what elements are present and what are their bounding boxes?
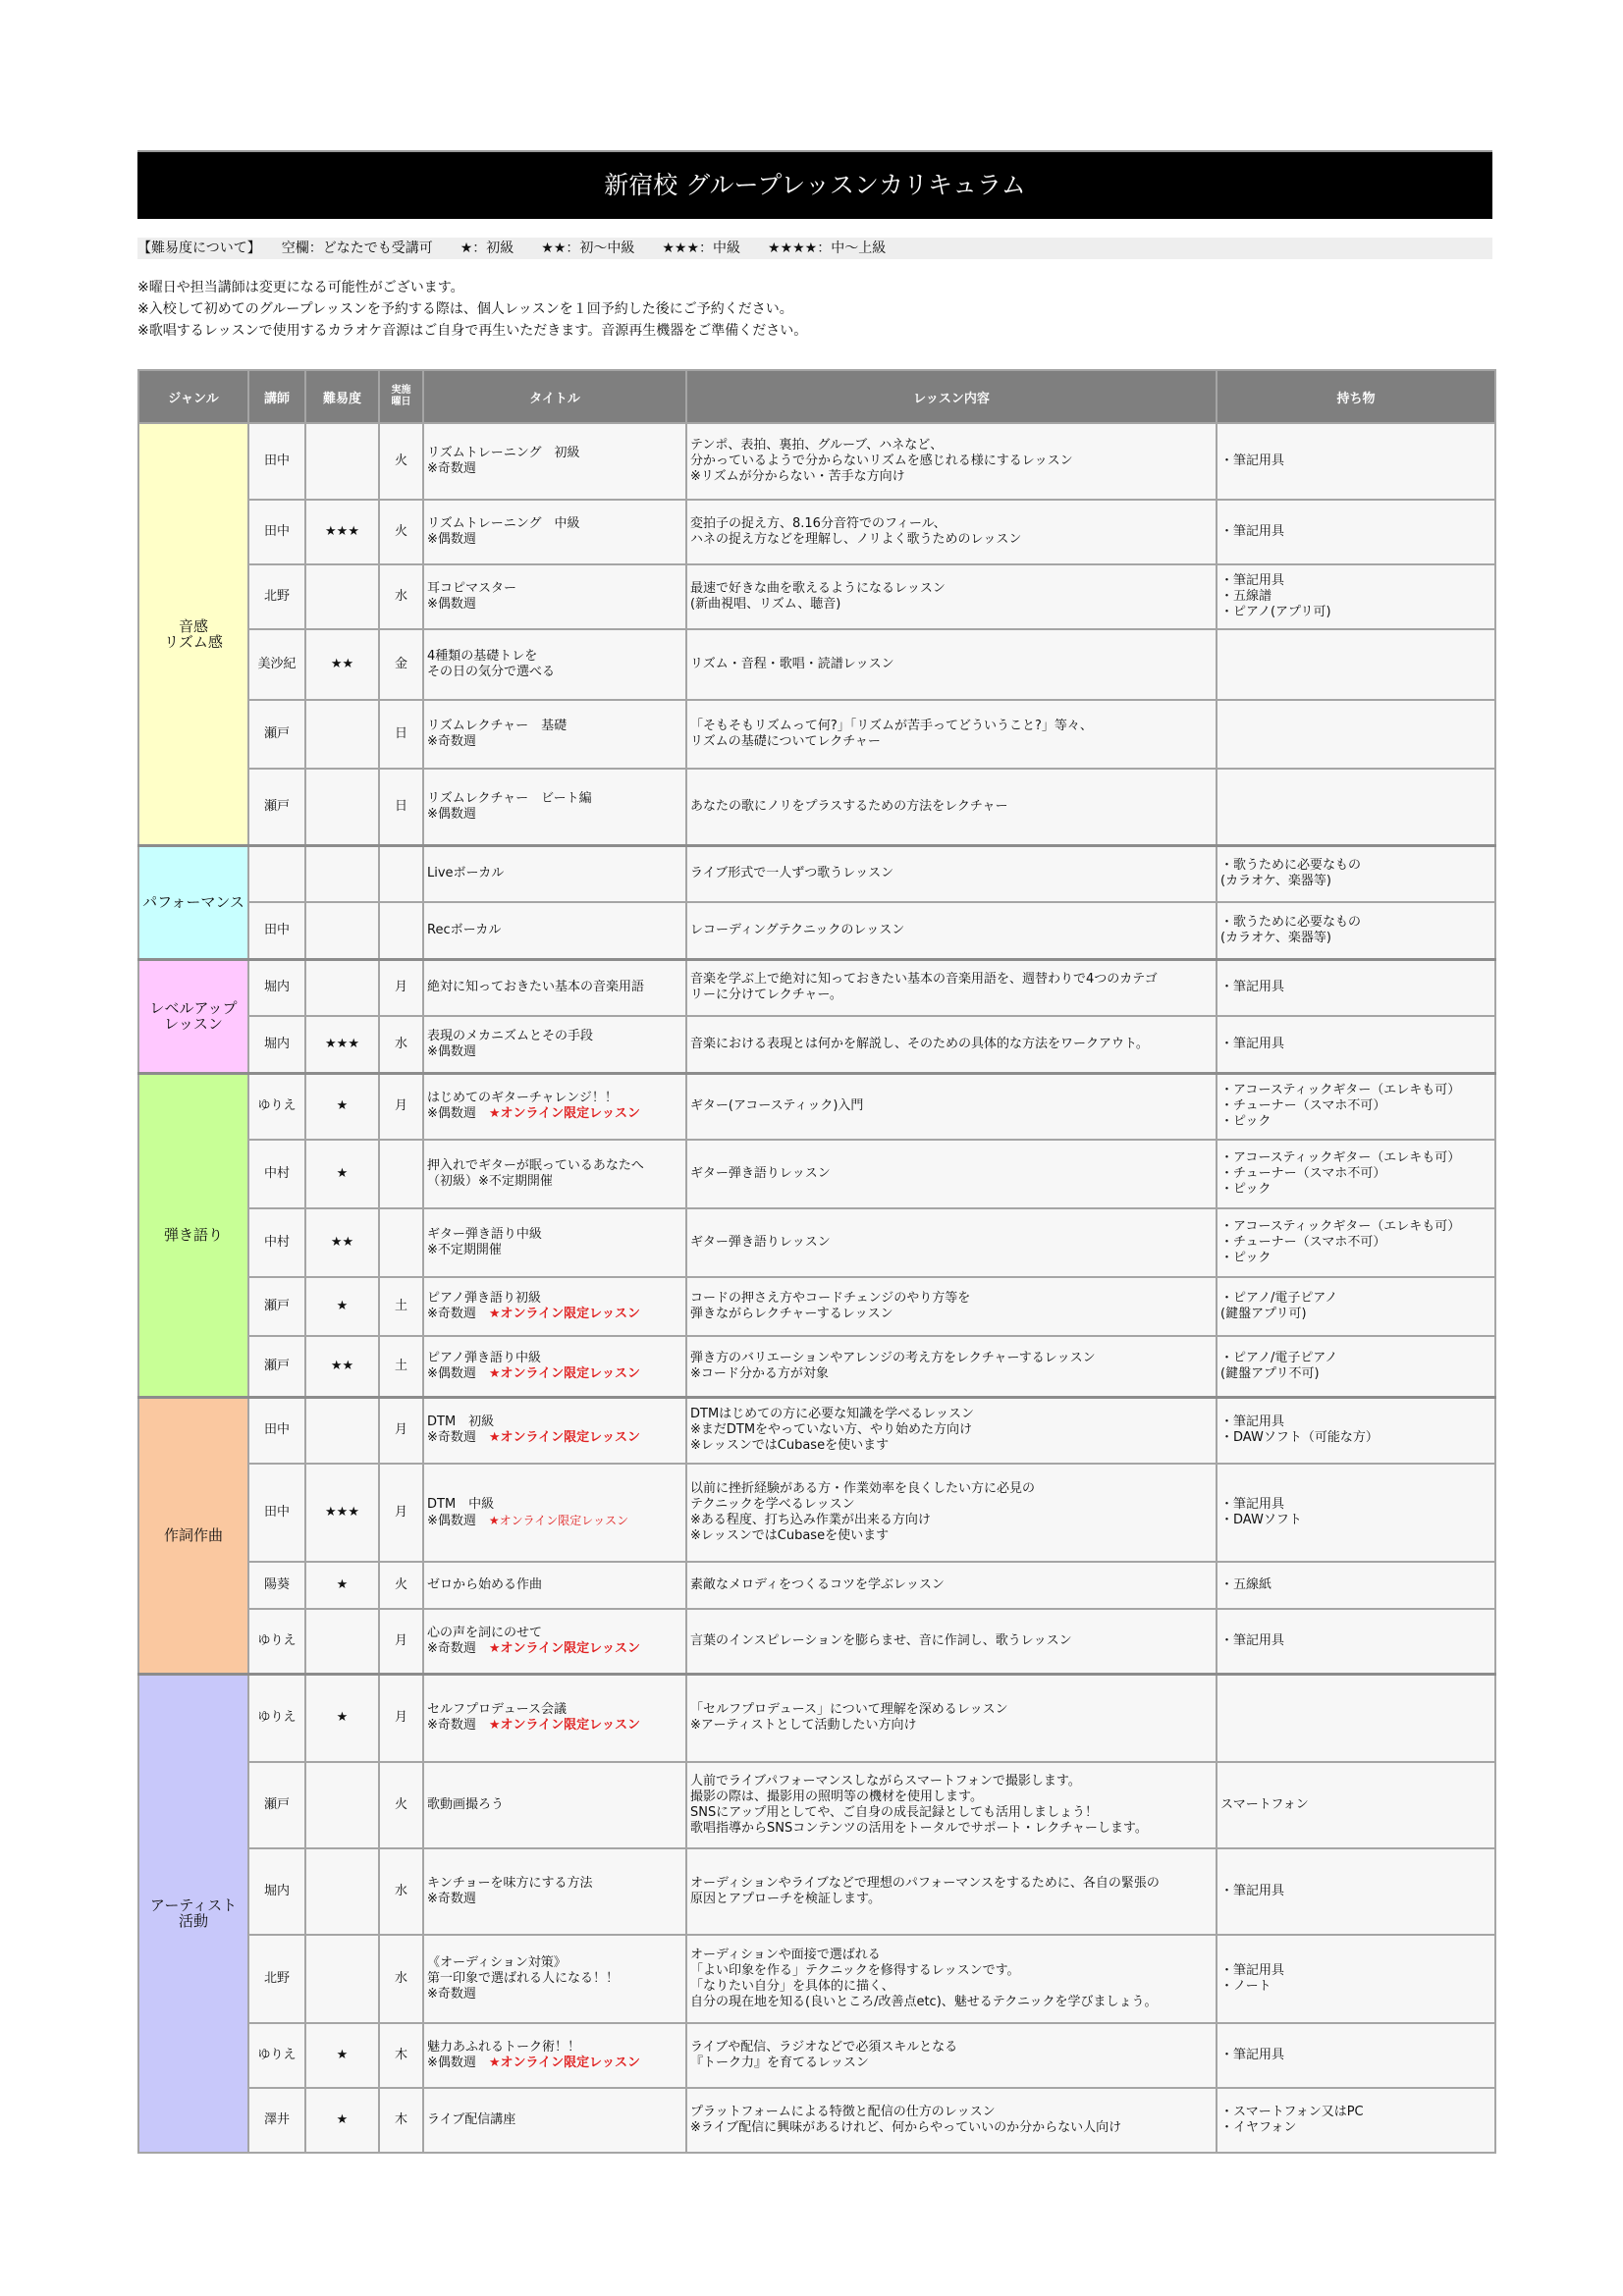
day-cell: 月	[379, 1073, 423, 1140]
day-cell: 土	[379, 1336, 423, 1397]
day-cell: 月	[379, 959, 423, 1016]
teacher-cell: 田中	[248, 423, 305, 500]
teacher-cell: 田中	[248, 902, 305, 959]
table-row	[138, 1016, 1495, 1073]
title-cell	[423, 1464, 686, 1562]
items-cell	[1217, 700, 1495, 769]
difficulty-cell	[305, 845, 379, 902]
title-text: 魅力あふれるトーク術！！ ※偶数週	[427, 2040, 581, 2070]
day-cell	[379, 1208, 423, 1277]
items-cell: ・アコースティックギター（エレキも可） ・チューナー（スマホ不可） ・ピック	[1217, 1208, 1495, 1277]
header-genre: ジャンル	[138, 370, 248, 423]
items-cell	[1217, 769, 1495, 845]
difficulty-legend: 【難易度について】 空欄：どなたでも受講可 ★：初級 ★★：初～中級 ★★★：中級 ★★★★：中～上級	[137, 238, 1492, 259]
table-header-row	[138, 370, 1495, 423]
difficulty-cell	[305, 700, 379, 769]
title-text: 心の声を詞にのせて ※奇数週	[427, 1625, 543, 1656]
header-content: レッスン内容	[686, 370, 1217, 423]
difficulty-cell	[305, 1609, 379, 1674]
content-cell: 以前に挫折経験がある方・作業効率を良くしたい方に必見の テクニックを学べるレッスン ※ある程度、打ち込み作業が出来る方向け ※レッスンではCubaseを使います	[686, 1464, 1217, 1562]
items-cell: ・筆記用具	[1217, 1016, 1495, 1073]
online-only-badge: ★オンライン限定レッスン	[488, 1718, 641, 1734]
curriculum-table	[137, 369, 1496, 2154]
genre-cell: 弾き語り	[138, 1073, 248, 1397]
title-cell	[423, 1674, 686, 1762]
difficulty-cell: ★★	[305, 1336, 379, 1397]
day-cell: 月	[379, 1397, 423, 1464]
table-row	[138, 959, 1495, 1016]
table-row	[138, 769, 1495, 845]
online-only-badge: ★オンライン限定レッスン	[488, 1640, 641, 1656]
title-cell: リズムレクチャー 基礎 ※奇数週	[423, 700, 686, 769]
teacher-cell: 田中	[248, 500, 305, 564]
title-cell: 歌動画撮ろう	[423, 1762, 686, 1848]
day-cell: 月	[379, 1609, 423, 1674]
page-title: 新宿校 グループレッスンカリキュラム	[137, 152, 1492, 219]
teacher-cell: 陽葵	[248, 1562, 305, 1609]
day-cell: 水	[379, 1016, 423, 1073]
note-line: ※歌唱するレッスンで使用するカラオケ音源はご自身で再生いただきます。音源再生機器をご準備ください。	[137, 323, 808, 339]
genre-cell: パフォーマンス	[138, 845, 248, 959]
genre-cell: 音感 リズム感	[138, 423, 248, 845]
items-cell: ・筆記用具	[1217, 959, 1495, 1016]
title-cell: キンチョーを味方にする方法 ※奇数週	[423, 1848, 686, 1935]
teacher-cell: 中村	[248, 1208, 305, 1277]
teacher-cell: 中村	[248, 1140, 305, 1208]
teacher-cell: 瀬戸	[248, 1277, 305, 1336]
items-cell: ・筆記用具 ・DAWソフト	[1217, 1464, 1495, 1562]
title-cell	[423, 2023, 686, 2088]
title-cell	[423, 1277, 686, 1336]
header-title: タイトル	[423, 370, 686, 423]
content-cell: 最速で好きな曲を歌えるようになるレッスン (新曲視唱、リズム、聴音)	[686, 564, 1217, 629]
content-cell: 「そもそもリズムって何?」「リズムが苦手ってどういうこと?」等々、 リズムの基礎についてレクチャー	[686, 700, 1217, 769]
items-cell: ・筆記用具 ・五線譜 ・ピアノ(アプリ可)	[1217, 564, 1495, 629]
difficulty-cell	[305, 1935, 379, 2023]
difficulty-cell	[305, 902, 379, 959]
difficulty-cell: ★★★	[305, 1464, 379, 1562]
content-cell: レコーディングテクニックのレッスン	[686, 902, 1217, 959]
table-row	[138, 1140, 1495, 1208]
content-cell: ギター弾き語りレッスン	[686, 1140, 1217, 1208]
difficulty-cell: ★	[305, 1674, 379, 1762]
day-cell: 土	[379, 1277, 423, 1336]
content-cell: リズム・音程・歌唱・読譜レッスン	[686, 629, 1217, 700]
day-cell: 火	[379, 423, 423, 500]
content-cell: 素敵なメロディをつくるコツを学ぶレッスン	[686, 1562, 1217, 1609]
day-cell: 水	[379, 1935, 423, 2023]
day-cell: 火	[379, 1562, 423, 1609]
online-only-badge: ★オンライン限定レッスン	[488, 2056, 641, 2070]
title-cell: 4種類の基礎トレを その日の気分で選べる	[423, 629, 686, 700]
online-only-badge: ★オンライン限定レッスン	[488, 1365, 641, 1381]
title-cell: リズムトレーニング 初級 ※奇数週	[423, 423, 686, 500]
content-cell: 弾き方のバリエーションやアレンジの考え方をレクチャーするレッスン ※コード分かる方が対象	[686, 1336, 1217, 1397]
day-cell	[379, 1140, 423, 1208]
content-cell: 音楽を学ぶ上で絶対に知っておきたい基本の音楽用語を、週替わりで4つのカテゴ リーに分けてレクチャー。	[686, 959, 1217, 1016]
items-cell: ・筆記用具	[1217, 423, 1495, 500]
difficulty-cell	[305, 1762, 379, 1848]
items-cell: ・筆記用具	[1217, 500, 1495, 564]
items-cell: ・アコースティックギター（エレキも可） ・チューナー（スマホ不可） ・ピック	[1217, 1073, 1495, 1140]
online-only-badge: ★オンライン限定レッスン	[488, 1430, 641, 1446]
title-cell: ライブ配信講座	[423, 2088, 686, 2153]
teacher-cell: ゆりえ	[248, 1674, 305, 1762]
difficulty-cell: ★★★	[305, 500, 379, 564]
content-cell: コードの押さえ方やコードチェンジのやり方等を 弾きながらレクチャーするレッスン	[686, 1277, 1217, 1336]
table-row	[138, 423, 1495, 500]
content-cell: 「セルフプロデュース」について理解を深めるレッスン ※アーティストとして活動したい方向け	[686, 1674, 1217, 1762]
note-line: ※入校して初めてのグループレッスンを予約する際は、個人レッスンを１回予約した後にご予約ください。	[137, 301, 793, 317]
teacher-cell: 瀬戸	[248, 1762, 305, 1848]
title-text: ピアノ弾き語り初級 ※奇数週	[427, 1291, 541, 1321]
teacher-cell: 堀内	[248, 959, 305, 1016]
day-cell: 日	[379, 700, 423, 769]
title-cell: 絶対に知っておきたい基本の音楽用語	[423, 959, 686, 1016]
content-cell: DTMはじめての方に必要な知識を学べるレッスン ※まだDTMをやっていない方、やり始めた方向け ※レッスンではCubaseを使います	[686, 1397, 1217, 1464]
day-cell: 月	[379, 1674, 423, 1762]
difficulty-cell: ★★★	[305, 1016, 379, 1073]
content-cell: テンポ、表拍、裏拍、グルーブ、ハネなど、 分かっているようで分からないリズムを感じれる様にするレッスン ※リズムが分からない・苦手な方向け	[686, 423, 1217, 500]
table-row	[138, 2088, 1495, 2153]
table-row	[138, 1762, 1495, 1848]
content-cell: 音楽における表現とは何かを解説し、そのための具体的な方法をワークアウト。	[686, 1016, 1217, 1073]
difficulty-cell	[305, 1397, 379, 1464]
difficulty-cell	[305, 1848, 379, 1935]
items-cell: ・筆記用具 ・DAWソフト（可能な方）	[1217, 1397, 1495, 1464]
items-cell: ・ピアノ/電子ピアノ (鍵盤アプリ可)	[1217, 1277, 1495, 1336]
items-cell: スマートフォン	[1217, 1762, 1495, 1848]
header-day: 実施 曜日	[379, 370, 423, 423]
difficulty-cell: ★★	[305, 1208, 379, 1277]
table-row	[138, 845, 1495, 902]
title-text: はじめてのギターチャレンジ！！ ※偶数週	[427, 1091, 618, 1122]
items-cell: ・歌うために必要なもの (カラオケ、楽器等)	[1217, 845, 1495, 902]
header-difficulty: 難易度	[305, 370, 379, 423]
difficulty-cell	[305, 564, 379, 629]
online-only-badge: ★オンライン限定レッスン	[488, 1106, 641, 1122]
day-cell: 火	[379, 1762, 423, 1848]
title-cell: ゼロから始める作曲	[423, 1562, 686, 1609]
genre-cell: アーティスト 活動	[138, 1674, 248, 2153]
difficulty-cell: ★	[305, 1073, 379, 1140]
difficulty-cell: ★	[305, 2088, 379, 2153]
title-cell: 表現のメカニズムとその手段 ※偶数週	[423, 1016, 686, 1073]
day-cell: 水	[379, 564, 423, 629]
teacher-cell	[248, 845, 305, 902]
difficulty-cell	[305, 769, 379, 845]
teacher-cell: 堀内	[248, 1016, 305, 1073]
day-cell	[379, 845, 423, 902]
title-cell: リズムレクチャー ビート編 ※偶数週	[423, 769, 686, 845]
title-cell	[423, 1336, 686, 1397]
title-text: DTM 初級 ※奇数週	[427, 1415, 495, 1446]
title-cell: ギター弾き語り中級 ※不定期開催	[423, 1208, 686, 1277]
teacher-cell: 瀬戸	[248, 1336, 305, 1397]
difficulty-cell: ★	[305, 1277, 379, 1336]
items-cell: ・アコースティックギター（エレキも可） ・チューナー（スマホ不可） ・ピック	[1217, 1140, 1495, 1208]
teacher-cell: 美沙紀	[248, 629, 305, 700]
table-row	[138, 1073, 1495, 1140]
genre-cell: 作詞作曲	[138, 1397, 248, 1674]
title-cell: 《オーディション対策》 第一印象で選ばれる人になる！！ ※奇数週	[423, 1935, 686, 2023]
teacher-cell: 瀬戸	[248, 769, 305, 845]
content-cell: ギター弾き語りレッスン	[686, 1208, 1217, 1277]
title-cell	[423, 1073, 686, 1140]
difficulty-cell	[305, 423, 379, 500]
table-row	[138, 700, 1495, 769]
table-row	[138, 2023, 1495, 2088]
note-line: ※曜日や担当講師は変更になる可能性がございます。	[137, 280, 464, 295]
online-only-badge: ★オンライン限定レッスン	[488, 1307, 641, 1321]
teacher-cell: 澤井	[248, 2088, 305, 2153]
teacher-cell: 田中	[248, 1397, 305, 1464]
teacher-cell: 北野	[248, 564, 305, 629]
teacher-cell: ゆりえ	[248, 2023, 305, 2088]
items-cell: ・五線紙	[1217, 1562, 1495, 1609]
table-row	[138, 500, 1495, 564]
title-text: セルフプロデュース会議 ※奇数週	[427, 1702, 567, 1734]
table-row	[138, 1397, 1495, 1464]
items-cell: ・筆記用具 ・ノート	[1217, 1935, 1495, 2023]
content-cell: オーディションやライブなどで理想のパフォーマンスをするために、各自の緊張の 原因とアプローチを検証します。	[686, 1848, 1217, 1935]
content-cell: ライブや配信、ラジオなどで必須スキルとなる 『トーク力』を育てるレッスン	[686, 2023, 1217, 2088]
table-row	[138, 1935, 1495, 2023]
notes-block	[137, 277, 807, 342]
title-cell: リズムトレーニング 中級 ※偶数週	[423, 500, 686, 564]
table-row	[138, 629, 1495, 700]
title-cell: 耳コピマスター ※偶数週	[423, 564, 686, 629]
items-cell	[1217, 1674, 1495, 1762]
table-row	[138, 564, 1495, 629]
table-row	[138, 902, 1495, 959]
content-cell: オーディションや面接で選ばれる 「よい印象を作る」テクニックを修得するレッスンです。 「なりたい自分」を具体的に描く、 自分の現在地を知る(良いところ/改善点etc)、魅せるテクニックを学びましょう。	[686, 1935, 1217, 2023]
content-cell: あなたの歌にノリをプラスするための方法をレクチャー	[686, 769, 1217, 845]
items-cell: ・スマートフォン又はPC ・イヤフォン	[1217, 2088, 1495, 2153]
difficulty-cell: ★	[305, 1140, 379, 1208]
genre-cell: レベルアップ レッスン	[138, 959, 248, 1073]
content-cell: 人前でライブパフォーマンスしながらスマートフォンで撮影します。 撮影の際は、撮影用の照明等の機材を使用します。 SNSにアップ用としてや、ご自身の成長記録としても活用しましょう！ 歌唱指導からSNSコンテンツの活用をトータルでサポート・レクチャーします。	[686, 1762, 1217, 1848]
content-cell: ライブ形式で一人ずつ歌うレッスン	[686, 845, 1217, 902]
items-cell: ・歌うために必要なもの (カラオケ、楽器等)	[1217, 902, 1495, 959]
title-cell: Recボーカル	[423, 902, 686, 959]
teacher-cell: ゆりえ	[248, 1073, 305, 1140]
day-cell: 火	[379, 500, 423, 564]
items-cell: ・筆記用具	[1217, 2023, 1495, 2088]
table-row	[138, 1208, 1495, 1277]
title-text: ピアノ弾き語り中級 ※偶数週	[427, 1350, 541, 1381]
difficulty-cell: ★★	[305, 629, 379, 700]
day-cell: 金	[379, 629, 423, 700]
title-cell: 押入れでギターが眠っているあなたへ （初級）※不定期開催	[423, 1140, 686, 1208]
items-cell: ・筆記用具	[1217, 1609, 1495, 1674]
content-cell: 変拍子の捉え方、8.16分音符でのフィール、 ハネの捉え方などを理解し、ノリよく歌うためのレッスン	[686, 500, 1217, 564]
day-cell: 木	[379, 2088, 423, 2153]
table-row	[138, 1674, 1495, 1762]
content-cell: 言葉のインスピレーションを膨らませ、音に作詞し、歌うレッスン	[686, 1609, 1217, 1674]
difficulty-cell: ★	[305, 2023, 379, 2088]
header-teacher: 講師	[248, 370, 305, 423]
day-cell: 日	[379, 769, 423, 845]
items-cell	[1217, 629, 1495, 700]
table-row	[138, 1609, 1495, 1674]
day-cell	[379, 902, 423, 959]
items-cell: ・筆記用具	[1217, 1848, 1495, 1935]
title-cell	[423, 1609, 686, 1674]
table-row	[138, 1848, 1495, 1935]
day-cell: 月	[379, 1464, 423, 1562]
online-only-badge: ★オンライン限定レッスン	[488, 1513, 629, 1527]
content-cell: プラットフォームによる特徴と配信の仕方のレッスン ※ライブ配信に興味があるけれど、何からやっていいのか分からない人向け	[686, 2088, 1217, 2153]
title-text: DTM 中級 ※偶数週	[427, 1496, 495, 1528]
title-cell: Liveボーカル	[423, 845, 686, 902]
teacher-cell: ゆりえ	[248, 1609, 305, 1674]
table-row	[138, 1562, 1495, 1609]
table-row	[138, 1464, 1495, 1562]
items-cell: ・ピアノ/電子ピアノ (鍵盤アプリ不可)	[1217, 1336, 1495, 1397]
teacher-cell: 北野	[248, 1935, 305, 2023]
day-cell: 木	[379, 2023, 423, 2088]
teacher-cell: 瀬戸	[248, 700, 305, 769]
day-cell: 水	[379, 1848, 423, 1935]
difficulty-cell	[305, 959, 379, 1016]
table-row	[138, 1277, 1495, 1336]
title-cell	[423, 1397, 686, 1464]
teacher-cell: 田中	[248, 1464, 305, 1562]
table-row	[138, 1336, 1495, 1397]
teacher-cell: 堀内	[248, 1848, 305, 1935]
header-items: 持ち物	[1217, 370, 1495, 423]
content-cell: ギター(アコースティック)入門	[686, 1073, 1217, 1140]
difficulty-cell: ★	[305, 1562, 379, 1609]
